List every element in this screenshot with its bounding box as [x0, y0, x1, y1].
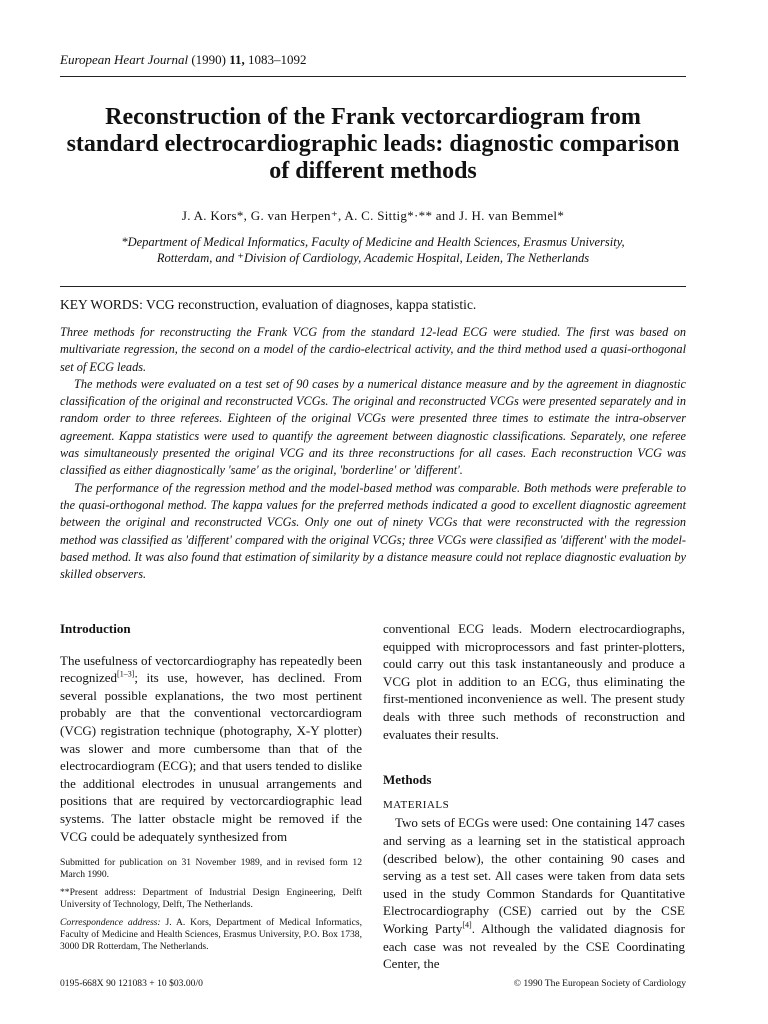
abstract — [60, 324, 686, 583]
materials-subheading: MATERIALS — [383, 798, 450, 811]
correspondence-text: J. A. Kors, Department of Medical Informatics, Faculty of Medicine and Health Sciences, Erasmus University, P.O. Box 1738, 3000 DR Rotterdam, The Netherlands. — [60, 917, 362, 952]
footnote-submitted: Submitted for publication on 31 November 1989, and in revised form 12 March 1990. — [60, 857, 362, 880]
abstract-paragraph-3: The performance of the regression method and the model-based method was comparable. Both methods were preferable to the quasi-orthogonal method. The kappa values for the preferred methods indicated a good to excellent diagnostic agreement between the original and reconstructed VCGs. Only one out of ninety VCGs that were reconstructed with the regression method was classified as 'different' compared with the original VCGs; three VCGs were classified as 'different' with the model-based method. It was also found that estimation of similarity by a distance measure could not replace diagnostic evaluation by skilled observers. — [60, 480, 686, 582]
footnote-present-address: **Present address: Department of Industrial Design Engineering, Delft University of Technology, Delft, The Netherlands. — [60, 887, 362, 910]
article-title: Reconstruction of the Frank vectorcardiogram from standard electrocardiographic leads: diagnostic comparison of different methods — [66, 104, 680, 184]
affiliations — [60, 234, 686, 266]
keywords: KEY WORDS: VCG reconstruction, evaluation of diagnoses, kappa statistic. — [60, 297, 477, 312]
header-rule — [60, 76, 686, 77]
right-column — [383, 620, 685, 973]
intro-text-a: The usefulness of vectorcardiography has repeatedly been recognized — [60, 652, 362, 686]
footnotes — [60, 857, 362, 959]
article-code: 0195-668X 90 121083 + 10 $03.00/0 — [60, 978, 203, 989]
page-footer — [60, 978, 686, 989]
materials-text-a: Two sets of ECGs were used: One containing 147 cases and serving as a learning set in the statistical approach (described below), the other containing 90 cases and serving as a test set. All cases were taken from data sets used in the study Common Standards for Quantitative Electrocardiography (CSE) carried out by the CSE Working Party — [383, 815, 685, 936]
affiliation-line-2: Rotterdam, and ⁺Division of Cardiology, Academic Hospital, Leiden, The Netherlands — [156, 251, 590, 265]
journal-citation — [60, 52, 307, 68]
article-page — [60, 0, 686, 1024]
methods-heading: Methods — [383, 772, 432, 788]
journal-year: (1990) — [191, 52, 226, 67]
journal-pages: 1083–1092 — [248, 52, 307, 67]
intro-reference: [1–3] — [117, 669, 135, 679]
journal-volume: 11, — [229, 52, 245, 67]
abstract-paragraph-1: Three methods for reconstructing the Frank VCG from the standard 12-lead ECG were studied. The first was based on multivariate regression, the second on a model of the cardio-electrical activity, and the third method used a quasi-orthogonal set of ECG leads. — [60, 325, 686, 374]
introduction-heading: Introduction — [60, 621, 131, 636]
footnote-correspondence — [60, 917, 362, 953]
section-rule — [60, 286, 686, 287]
intro-text-b: ; its use, however, has declined. From several possible explanations, the two most pertinent probably are that the conventional vectorcardiogram (VCG) registration technique (photography, X-Y plotter) was slower and more cumbersome than that of the electrocardiogram (ECG); and that users tended to dislike the additional electrodes in unusual arrangements and positions that are required by vectorcardiographic lead systems. The latter obstacle might be removed if the VCG could be adequately synthesized from — [60, 670, 362, 844]
affiliation-line-1: *Department of Medical Informatics, Faculty of Medicine and Health Sciences, Erasmus University, — [121, 235, 625, 249]
journal-name: European Heart Journal — [60, 52, 189, 67]
materials-text-b: . Although the validated diagnosis for each case was not revealed by the CSE Coordinating Center, the — [383, 920, 685, 972]
introduction-paragraph — [60, 652, 362, 846]
right-paragraph-1: conventional ECG leads. Modern electrocardiographs, equipped with microprocessors and fast printer-plotters, could carry out this task instantaneously and produce a VCG plot in addition to an ECG, thus eliminating the first-mentioned inconvenience as well. The present study deals with three such methods of reconstruction and evaluates their results. — [383, 621, 685, 742]
materials-paragraph — [383, 814, 685, 972]
correspondence-label: Correspondence address: — [60, 917, 161, 928]
copyright-notice: © 1990 The European Society of Cardiology — [513, 978, 686, 989]
left-column — [60, 620, 362, 845]
author-list: J. A. Kors*, G. van Herpen⁺, A. C. Sittig*·** and J. H. van Bemmel* — [181, 208, 565, 223]
materials-reference: [4] — [462, 920, 472, 930]
abstract-paragraph-2: The methods were evaluated on a test set of 90 cases by a numerical distance measure and by the agreement in diagnostic classification of the original and reconstructed VCGs. The original and reconstructed VCGs were presented separately and in random order to three referees. Eighteen of the original VCGs were presented three times to estimate the intra-observer agreement. Kappa statistics were used to quantify the agreement between diagnostic classifications. Separately, one referee was simultaneously presented the original VCG and its three reconstructions for all cases. Each reconstruction VCG was classified as either diagnostically 'same' as the original, 'borderline' or 'different'. — [60, 376, 686, 478]
